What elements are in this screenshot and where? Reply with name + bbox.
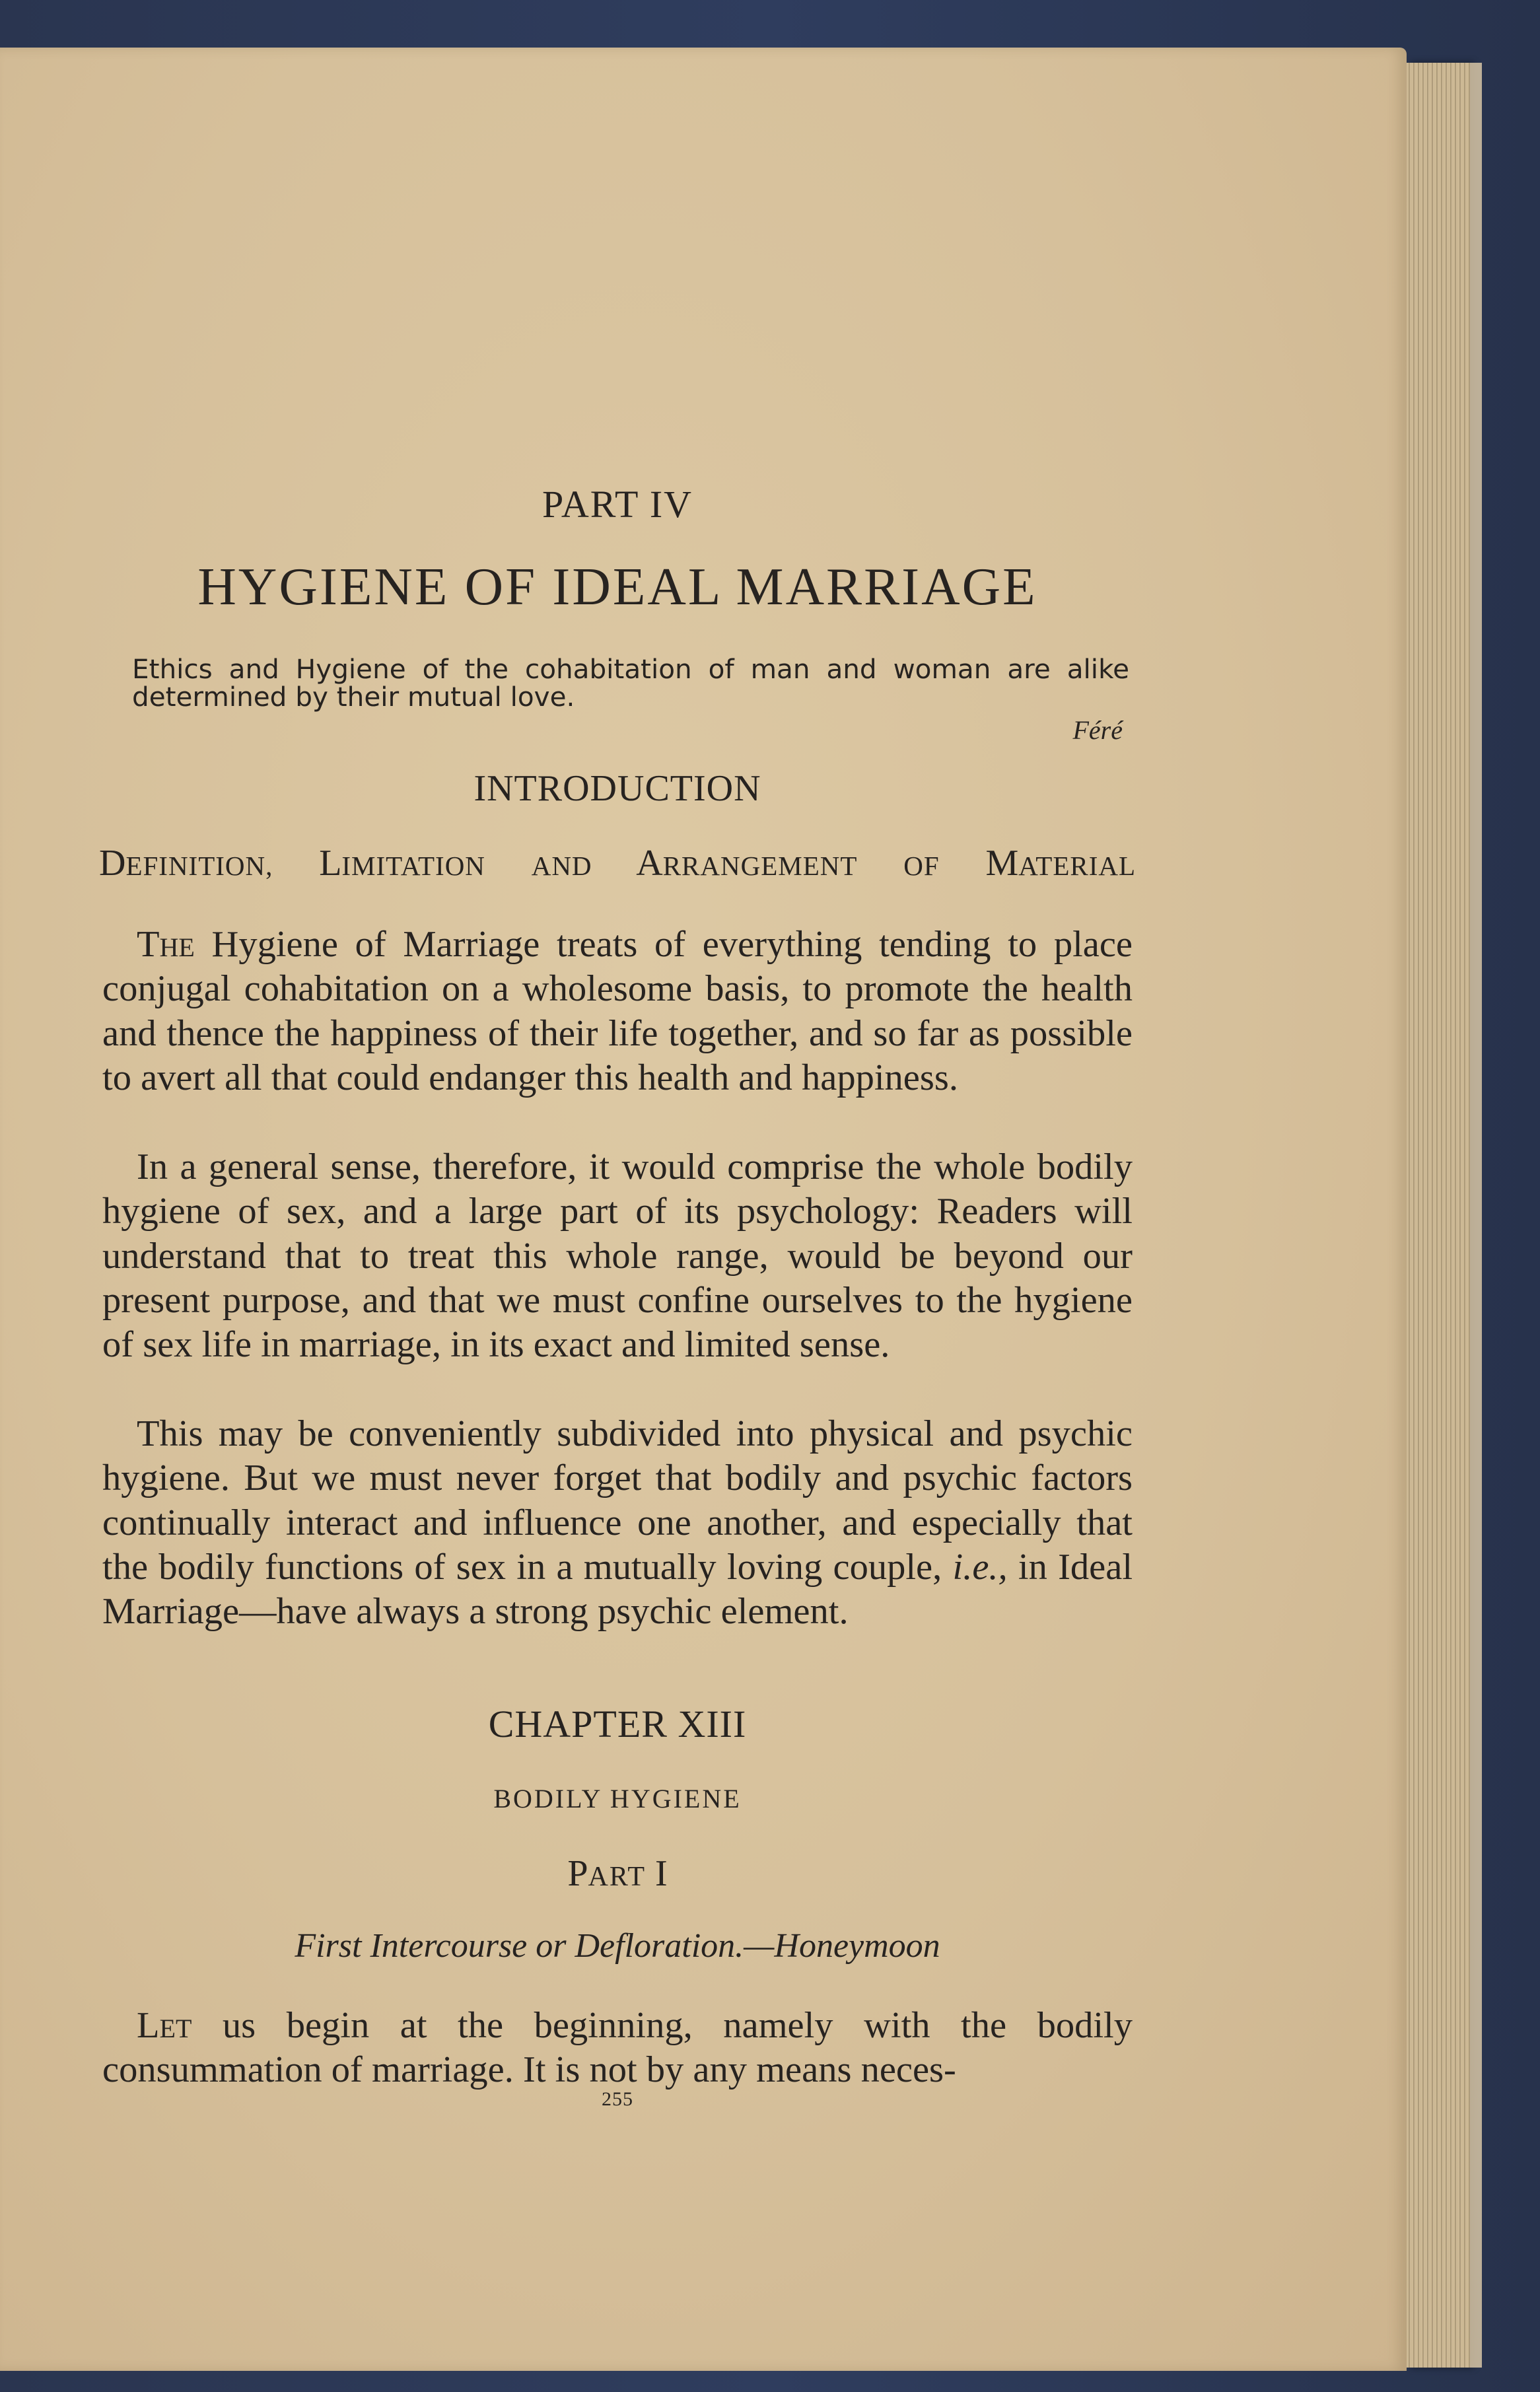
endpaper-strip (1470, 63, 1482, 2368)
epigraph-text: Ethics and Hygiene of the cohabitation of man and woman are alike determined by their mutual love. (132, 653, 1129, 713)
epigraph (132, 655, 1129, 711)
paragraph-3-abbrev: i.e., (952, 1546, 1008, 1588)
subheading-word: OF (903, 851, 940, 881)
paragraph-1 (102, 923, 1133, 1100)
paragraph-2-text: In a general sense, therefore, it would comprise the whole bodily hygiene of sex, and a large part of its psychology: Readers will understand that to treat this whole range, would be beyond our present purpose, and that we must confine ourselves to the hygiene of sex life in marriage, in its exact and limited sense. (102, 1146, 1133, 1366)
part-heading: PART IV (542, 483, 693, 526)
paragraph-3-text: This may be conveniently subdivided into physical and psychic hygiene. But we must never forget that bodily and psychic factors continually interact and influence one another, and especially that the bodily functions of sex in a mutually loving couple, (102, 1413, 1133, 1588)
part-label (99, 1852, 1136, 1895)
paragraph-1-lead: The (137, 924, 195, 965)
paragraph-4 (102, 2004, 1133, 2093)
paragraph-1-text: Hygiene of Marriage treats of everything tending to place conjugal cohabitation on a wholesome basis, to promote the health and thence the happiness of their life together, and so far as possible to avert all that could endanger this health and happiness. (102, 924, 1133, 1098)
paragraph-3 (102, 1412, 1133, 1634)
subheading-word: LIMITATION (319, 843, 485, 884)
paragraph-3-text-end: in Ideal Marriage—have always a strong psychic element. (102, 1546, 1133, 1633)
part-label-number: I (654, 1853, 668, 1894)
section-subheading (99, 843, 1136, 886)
subheading-word: MATERIAL (985, 843, 1137, 884)
main-title: HYGIENE OF IDEAL MARRIAGE (197, 557, 1037, 616)
chapter-subtitle: BODILY HYGIENE (493, 1784, 742, 1813)
epigraph-author: Féré (1072, 715, 1123, 745)
subheading-word: AND (531, 851, 592, 881)
paragraph-4-text: us begin at the beginning, namely with the bodily consummation of marriage. It is not by any means neces- (102, 2005, 1133, 2091)
part-label-rest: ART (588, 1862, 646, 1892)
page-edges (1407, 63, 1470, 2368)
chapter-heading: CHAPTER XIII (488, 1703, 747, 1745)
paragraph-4-lead: Let (137, 2005, 192, 2046)
subheading-word: DEFINITION, (99, 843, 273, 884)
book-page (0, 48, 1407, 2371)
page-number: 255 (602, 2088, 633, 2110)
subheading-word: ARRANGEMENT (636, 843, 858, 884)
paragraph-2 (102, 1145, 1133, 1367)
part-label-cap: P (567, 1853, 588, 1894)
introduction-heading: INTRODUCTION (473, 768, 761, 809)
section-title: First Intercourse or Defloration.—Honeymoon (295, 1927, 940, 1965)
